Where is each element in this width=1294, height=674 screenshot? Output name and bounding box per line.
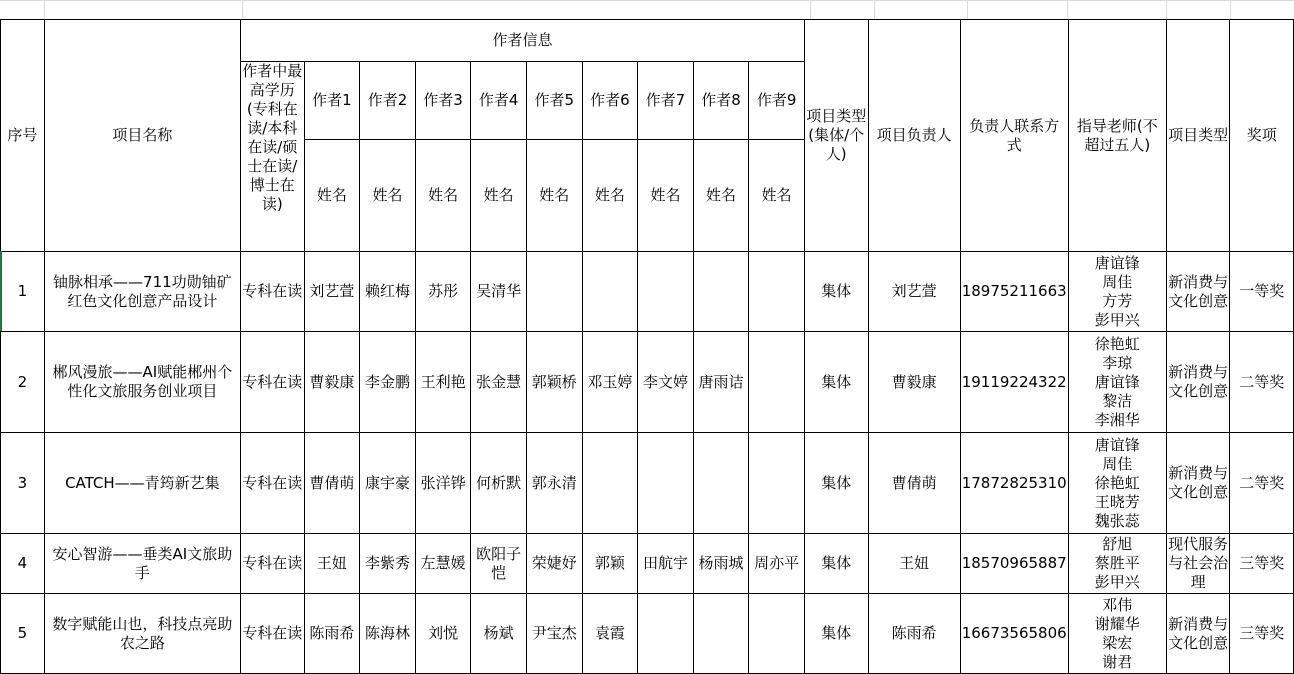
header-name-label[interactable]: 姓名 <box>471 140 527 252</box>
cell-leader[interactable]: 陈雨希 <box>868 594 960 674</box>
header-name-label[interactable]: 姓名 <box>693 140 749 252</box>
cell-author[interactable] <box>526 252 582 332</box>
header-author[interactable]: 作者4 <box>471 62 527 140</box>
cell-author[interactable]: 王利艳 <box>415 332 471 433</box>
header-author[interactable]: 作者3 <box>415 62 471 140</box>
cell-project-name[interactable]: 安心智游——垂类AI文旅助手 <box>44 534 240 594</box>
cell-project-name[interactable]: 数字赋能山也，科技点亮助农之路 <box>44 594 240 674</box>
header-name-label[interactable]: 姓名 <box>415 140 471 252</box>
cell-author[interactable]: 康宇豪 <box>360 433 416 534</box>
cell-author[interactable]: 李紫秀 <box>360 534 416 594</box>
cell-author[interactable] <box>749 594 805 674</box>
header-education[interactable] <box>241 62 305 252</box>
cell-author[interactable]: 刘悦 <box>415 594 471 674</box>
header-name-label[interactable]: 姓名 <box>526 140 582 252</box>
header-contact[interactable]: 负责人联系方式 <box>960 20 1068 252</box>
cell-education[interactable]: 专科在读 <box>241 332 305 433</box>
header-author[interactable]: 作者6 <box>582 62 638 140</box>
header-name-label[interactable]: 姓名 <box>638 140 694 252</box>
cell-author[interactable]: 邓玉婷 <box>582 332 638 433</box>
cell-author[interactable]: 苏彤 <box>415 252 471 332</box>
awards-table <box>0 19 1294 674</box>
cell-seq[interactable]: 5 <box>1 594 45 674</box>
table-row[interactable] <box>1 252 1294 332</box>
cell-author[interactable]: 张洋铧 <box>415 433 471 534</box>
cell-category[interactable]: 现代服务与社会治理 <box>1166 534 1230 594</box>
cell-contact[interactable]: 18975211663 <box>960 252 1068 332</box>
cell-leader[interactable]: 刘艺萱 <box>868 252 960 332</box>
table-row[interactable] <box>1 534 1294 594</box>
cell-author[interactable]: 郭颖桥 <box>526 332 582 433</box>
cell-author[interactable]: 杨斌 <box>471 594 527 674</box>
table-row[interactable] <box>1 433 1294 534</box>
cell-author[interactable] <box>693 252 749 332</box>
cell-author[interactable]: 唐雨诘 <box>693 332 749 433</box>
cell-contact[interactable]: 16673565806 <box>960 594 1068 674</box>
cell-author[interactable] <box>749 433 805 534</box>
cell-author[interactable]: 欧阳子恺 <box>471 534 527 594</box>
cell-author[interactable]: 田航宇 <box>638 534 694 594</box>
cell-category[interactable]: 新消费与文化创意 <box>1166 332 1230 433</box>
header-author[interactable]: 作者2 <box>360 62 416 140</box>
cell-teachers[interactable]: 唐谊锋 周佳 徐艳虹 王晓芳 魏张蕊 <box>1068 433 1166 534</box>
cell-author[interactable]: 曹毅康 <box>304 332 360 433</box>
cell-author[interactable]: 赖红梅 <box>360 252 416 332</box>
cell-author[interactable]: 刘艺萱 <box>304 252 360 332</box>
header-name-label[interactable]: 姓名 <box>582 140 638 252</box>
cell-type[interactable]: 集体 <box>804 433 868 534</box>
cell-leader[interactable]: 曹毅康 <box>868 332 960 433</box>
cell-seq[interactable]: 4 <box>1 534 45 594</box>
cell-teachers[interactable]: 邓伟 谢耀华 梁宏 谢君 <box>1068 594 1166 674</box>
cell-award[interactable]: 一等奖 <box>1230 252 1294 332</box>
cell-author[interactable]: 何析默 <box>471 433 527 534</box>
cell-education[interactable]: 专科在读 <box>241 594 305 674</box>
cell-author[interactable]: 陈海林 <box>360 594 416 674</box>
header-project-name[interactable]: 项目名称 <box>44 20 240 252</box>
cell-category[interactable]: 新消费与文化创意 <box>1166 252 1230 332</box>
cell-contact[interactable]: 17872825310 <box>960 433 1068 534</box>
cell-award[interactable]: 二等奖 <box>1230 433 1294 534</box>
cell-award[interactable]: 三等奖 <box>1230 534 1294 594</box>
cell-author[interactable]: 郭永清 <box>526 433 582 534</box>
cell-author[interactable] <box>693 433 749 534</box>
cell-author[interactable]: 袁霞 <box>582 594 638 674</box>
header-author[interactable]: 作者9 <box>749 62 805 140</box>
cell-education[interactable]: 专科在读 <box>241 252 305 332</box>
cell-type[interactable]: 集体 <box>804 594 868 674</box>
table-row[interactable] <box>1 332 1294 433</box>
header-seq[interactable]: 序号 <box>1 20 45 252</box>
cell-author[interactable]: 曹倩萌 <box>304 433 360 534</box>
cell-author[interactable]: 周亦平 <box>749 534 805 594</box>
cell-author[interactable] <box>749 332 805 433</box>
cell-education[interactable]: 专科在读 <box>241 433 305 534</box>
cell-author[interactable]: 张金慧 <box>471 332 527 433</box>
cell-education[interactable]: 专科在读 <box>241 534 305 594</box>
cell-author[interactable]: 吴清华 <box>471 252 527 332</box>
header-author-info[interactable]: 作者信息 <box>241 20 805 62</box>
header-author[interactable]: 作者7 <box>638 62 694 140</box>
cell-author[interactable] <box>749 252 805 332</box>
cell-teachers[interactable]: 舒旭 蔡胜平 彭甲兴 <box>1068 534 1166 594</box>
header-name-label[interactable]: 姓名 <box>304 140 360 252</box>
header-category[interactable]: 项目类型 <box>1166 20 1230 252</box>
cell-leader[interactable]: 曹倩萌 <box>868 433 960 534</box>
cell-author[interactable]: 荣婕妤 <box>526 534 582 594</box>
header-leader[interactable]: 项目负责人 <box>868 20 960 252</box>
cell-project-name[interactable]: 铀脉相承——711功勋铀矿红色文化创意产品设计 <box>44 252 240 332</box>
cell-author[interactable]: 王妞 <box>304 534 360 594</box>
cell-author[interactable]: 李文婷 <box>638 332 694 433</box>
cell-project-name[interactable]: 郴风漫旅——AI赋能郴州个性化文旅服务创业项目 <box>44 332 240 433</box>
header-teacher[interactable]: 指导老师(不超过五人) <box>1068 20 1166 252</box>
table-row[interactable] <box>1 594 1294 674</box>
cell-category[interactable]: 新消费与文化创意 <box>1166 594 1230 674</box>
header-education-text: 作者中最高学历(专科在读/本科在读/硕士在读/博士在读) <box>242 62 303 213</box>
cell-type[interactable]: 集体 <box>804 332 868 433</box>
cell-teachers[interactable]: 徐艳虹 李琼 唐谊锋 黎洁 李湘华 <box>1068 332 1166 433</box>
header-author[interactable]: 作者5 <box>526 62 582 140</box>
cell-seq[interactable]: 2 <box>1 332 45 433</box>
header-award[interactable]: 奖项 <box>1230 20 1294 252</box>
cell-author[interactable] <box>693 594 749 674</box>
cell-author[interactable] <box>582 433 638 534</box>
cell-author[interactable] <box>638 252 694 332</box>
cell-teachers[interactable]: 唐谊锋 周佳 方芳 彭甲兴 <box>1068 252 1166 332</box>
cell-award[interactable]: 二等奖 <box>1230 332 1294 433</box>
cell-author[interactable]: 郭颖 <box>582 534 638 594</box>
cell-author[interactable] <box>582 252 638 332</box>
cell-author[interactable]: 杨雨城 <box>693 534 749 594</box>
cell-seq[interactable]: 3 <box>1 433 45 534</box>
cell-type[interactable]: 集体 <box>804 534 868 594</box>
cell-contact[interactable]: 18570965887 <box>960 534 1068 594</box>
cell-category[interactable]: 新消费与文化创意 <box>1166 433 1230 534</box>
gridline <box>0 0 1294 1</box>
header-author[interactable]: 作者1 <box>304 62 360 140</box>
cell-author[interactable] <box>638 594 694 674</box>
header-name-label[interactable]: 姓名 <box>749 140 805 252</box>
cell-author[interactable]: 左慧媛 <box>415 534 471 594</box>
cell-author[interactable]: 尹宝杰 <box>526 594 582 674</box>
cell-author[interactable]: 陈雨希 <box>304 594 360 674</box>
header-type-collective[interactable]: 项目类型(集体/个人) <box>804 20 868 252</box>
cell-type[interactable]: 集体 <box>804 252 868 332</box>
cell-project-name[interactable]: CATCH——青筠新艺集 <box>44 433 240 534</box>
header-author[interactable]: 作者8 <box>693 62 749 140</box>
cell-award[interactable]: 三等奖 <box>1230 594 1294 674</box>
cell-seq[interactable]: 1 <box>1 252 45 332</box>
header-name-label[interactable]: 姓名 <box>360 140 416 252</box>
cell-contact[interactable]: 19119224322 <box>960 332 1068 433</box>
cell-author[interactable] <box>638 433 694 534</box>
selection-indicator <box>0 251 2 331</box>
cell-author[interactable]: 李金鹏 <box>360 332 416 433</box>
cell-leader[interactable]: 王妞 <box>868 534 960 594</box>
